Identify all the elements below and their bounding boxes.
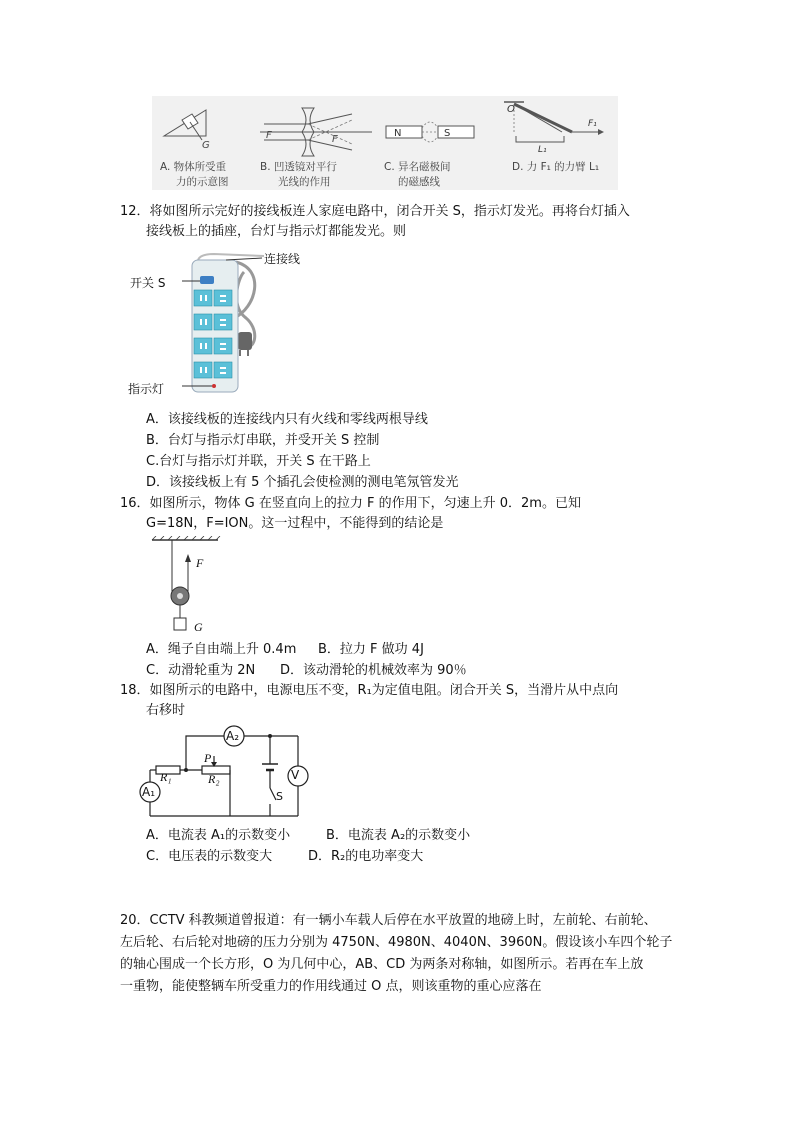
q18-option-a: A．电流表 A₁的示数变小	[146, 828, 291, 843]
circuit-a2-label: A₂	[226, 729, 240, 743]
panel-c-caption-line2: 的磁感线	[398, 176, 440, 188]
q20-line1: 20．CCTV 科教频道曾报道：有一辆小车载人后停在水平放置的地磅上时，左前轮、右前轮、	[120, 913, 657, 928]
q20-line2: 左后轮、右后轮对地磅的压力分别为 4750N、4980N、4040N、3960N。假设该小车四个轮子	[120, 935, 673, 950]
pulley-graphics	[148, 536, 228, 638]
panel-b-caption	[260, 160, 337, 190]
panel-a-caption-line2: 力的示意图	[176, 176, 229, 188]
panel-b-f1-label: F	[266, 130, 272, 141]
q12-option-c: C.台灯与指示灯并联，开关 S 在干路上	[146, 454, 371, 469]
q20-line3: 的轴心围成一个长方形，O 为几何中心，AB、CD 为两条对称轴，如图所示。若再在车上放	[120, 957, 644, 972]
q16-option-c: C．动滑轮重为 2N	[146, 663, 256, 678]
q12-option-a: A．该接线板的连接线内只有火线和零线两根导线	[146, 412, 428, 427]
panel-d-f1-label: F₁	[588, 119, 597, 129]
q18-option-b: B．电流表 A₂的示数变小	[326, 828, 471, 843]
power-strip-graphics	[126, 248, 306, 400]
q16-option-b: B．拉力 F 做功 4J	[318, 642, 424, 657]
q16-option-a: A．绳子自由端上升 0.4m	[146, 642, 297, 657]
circuit-a1-label: A₁	[142, 785, 156, 799]
q12-stem-line1: 12．将如图所示完好的接线板连人家庭电路中，闭合开关 S，指示灯发光。再将台灯插入	[120, 204, 630, 219]
q18-stem-line1: 18．如图所示的电路中，电源电压不变，R₁为定值电阻。闭合开关 S，当滑片从中点向	[120, 683, 619, 698]
circuit-r1-label: R₁	[160, 770, 172, 784]
q18-option-d: D．R₂的电功率变大	[308, 849, 424, 864]
cord-label: 连接线	[264, 252, 301, 266]
switch-label: 开关 S	[130, 276, 166, 290]
panel-d-caption	[512, 160, 599, 175]
q12-option-b: B．台灯与指示灯串联，并受开关 S 控制	[146, 433, 380, 448]
panel-c-s-label: S	[444, 128, 451, 139]
q16-stem-line1: 16．如图所示，物体 G 在竖直向上的拉力 F 的作用下，匀速上升 0．2m。已知	[120, 496, 581, 511]
q18-option-c: C．电压表的示数变大	[146, 849, 273, 864]
pulley-g-label: G	[194, 620, 203, 634]
q12-option-d: D．该接线板上有 5 个插孔会使检测的测电笔氖管发光	[146, 475, 459, 490]
circuit-p-label: P	[204, 751, 212, 765]
figure-strip	[152, 96, 618, 190]
q20-line4: 一重物，能使整辆车所受重力的作用线通过 O 点，则该重物的重心应落在	[120, 979, 542, 994]
q20-text	[120, 910, 672, 998]
panel-d-caption-line1: D. 力 F₁ 的力臂 L₁	[512, 161, 600, 173]
panel-d-o-label: O	[507, 104, 515, 115]
panel-b-caption-line2: 光线的作用	[278, 176, 331, 188]
power-strip-figure	[126, 248, 306, 400]
panel-a-g-label: G	[202, 140, 210, 151]
circuit-r2-label: R₂	[208, 772, 220, 786]
pulley-figure	[148, 536, 228, 638]
q12-stem-line2: 接线板上的插座，台灯与指示灯都能发光。则	[146, 224, 407, 239]
panel-c-n-label: N	[394, 128, 402, 139]
panel-c-caption	[384, 160, 451, 190]
panel-a-caption-line1: A. 物体所受重	[160, 161, 227, 173]
panel-c-caption-line1: C. 异名磁极间	[384, 161, 451, 173]
circuit-v-label: V	[291, 768, 300, 782]
q16-option-d: D．该动滑轮的机械效率为 90％	[280, 663, 467, 678]
lamp-label: 指示灯	[128, 382, 165, 396]
pulley-f-label: F	[196, 556, 204, 570]
q18-stem-line2: 右移时	[146, 703, 186, 718]
circuit-s-label: S	[276, 790, 283, 803]
panel-a-caption	[160, 160, 229, 190]
panel-b-f2-label: F	[332, 134, 338, 145]
q16-stem-line2: G=18N，F=ION。这一过程中，不能得到的结论是	[146, 516, 444, 531]
panel-b-caption-line1: B. 凹透镜对平行	[260, 161, 337, 173]
panel-d-l1-label: L₁	[538, 145, 547, 155]
